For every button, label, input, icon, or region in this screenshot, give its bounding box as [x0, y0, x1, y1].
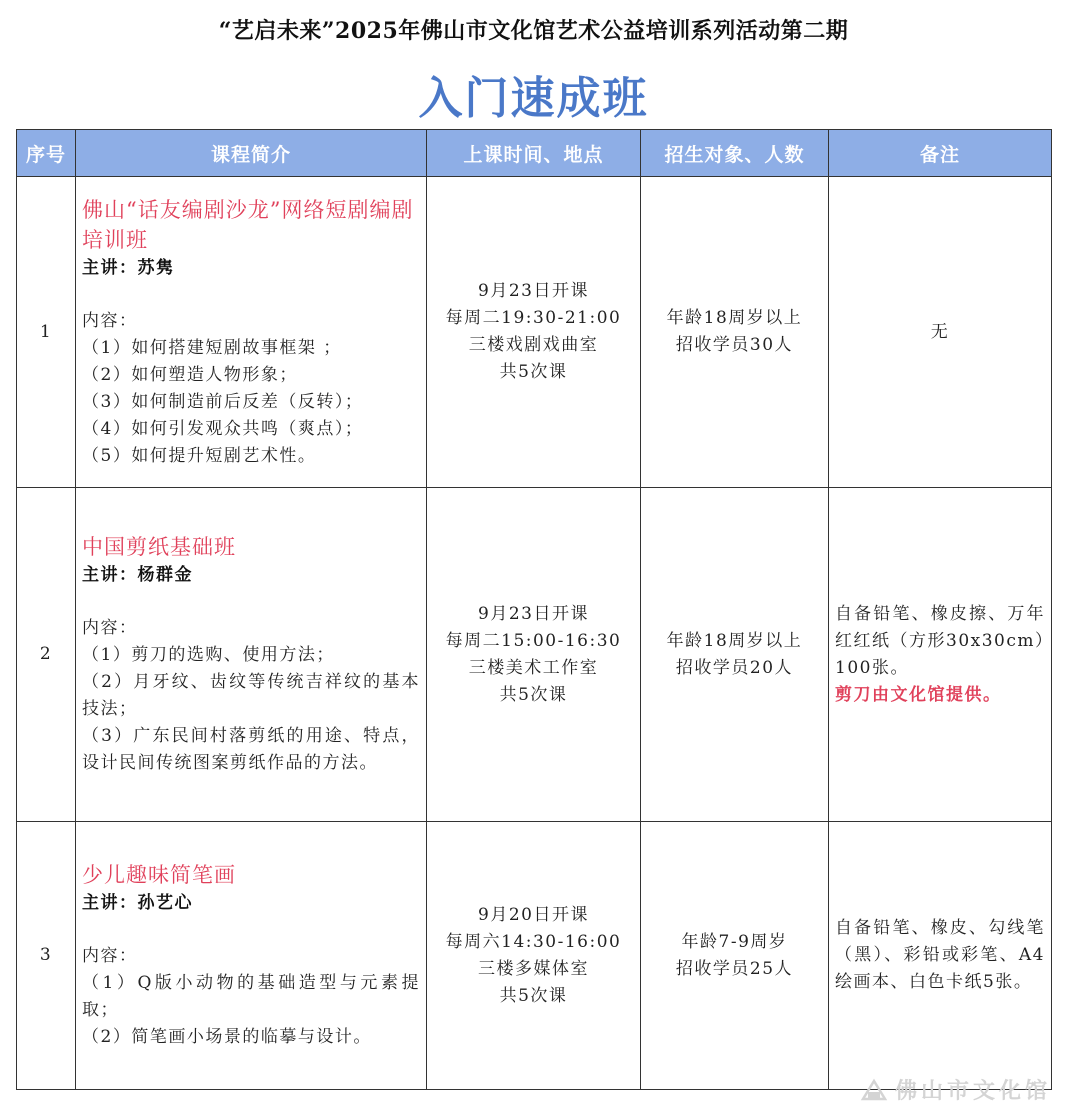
content-line: （1）Q版小动物的基础造型与元素提取；	[82, 973, 420, 1020]
header-num: 序号	[17, 130, 76, 177]
table-row	[17, 488, 1052, 822]
lecturer: 主讲：杨群金	[82, 565, 193, 585]
enrollment-target	[641, 488, 829, 822]
row-number: 1	[17, 177, 76, 488]
content-line: （3）广东民间村落剪纸的用途、特点，设计民间传统图案剪纸作品的方法。	[82, 726, 420, 773]
header-note: 备注	[829, 130, 1052, 177]
content-line: 内容：	[82, 618, 138, 638]
remarks	[829, 822, 1052, 1090]
main-title: 入门速成班	[418, 73, 649, 124]
content-line: （1）如何搭建短剧故事框架 ；	[82, 337, 342, 358]
course-intro	[76, 177, 427, 488]
row-number: 3	[17, 822, 76, 1090]
course-name: 佛山“话友编剧沙龙”网络短剧编剧培训班	[82, 197, 414, 252]
location: 三楼戏剧戏曲室	[468, 335, 599, 355]
remarks	[829, 488, 1052, 822]
watermark	[859, 1074, 1051, 1105]
start-date: 9月20日开课	[478, 904, 589, 925]
lecturer: 主讲：苏隽	[82, 257, 175, 278]
table-row	[17, 822, 1052, 1090]
start-date: 9月23日开课	[478, 281, 589, 301]
age-requirement: 年龄18周岁以上	[666, 630, 803, 651]
header-time: 上课时间、地点	[427, 130, 641, 177]
library-logo-icon	[859, 1075, 889, 1105]
table-header-row	[17, 130, 1052, 177]
session-count: 共5次课	[499, 985, 568, 1006]
content-line: （4）如何引发观众共鸣（爽点）；	[82, 418, 364, 439]
content-line: 内容：	[82, 946, 138, 966]
student-quota: 招收学员30人	[675, 335, 794, 355]
session-count: 共5次课	[499, 362, 568, 382]
lecturer: 主讲：孙艺心	[82, 893, 193, 913]
watermark-text: 佛山市文化馆	[894, 1078, 1051, 1104]
content-line: （3）如何制造前后反差（反转）；	[82, 391, 364, 412]
remarks-text: 无	[930, 321, 950, 342]
content-line: 内容：	[82, 310, 138, 331]
start-date: 9月23日开课	[478, 603, 589, 624]
session-count: 共5次课	[499, 684, 568, 705]
student-quota: 招收学员25人	[675, 958, 794, 979]
age-requirement: 年龄7-9周岁	[681, 931, 788, 952]
table-row	[17, 177, 1052, 488]
course-name: 少儿趣味简笔画	[82, 863, 236, 887]
content-line: （2）月牙纹、齿纹等传统吉祥纹的基本技法；	[82, 672, 420, 719]
remarks	[829, 177, 1052, 488]
remarks-text: 自备铅笔、橡皮、勾线笔（黑）、彩铅或彩笔、A4绘画本、白色卡纸5张。	[835, 918, 1045, 992]
enrollment-target	[641, 177, 829, 488]
header-target: 招生对象、人数	[641, 130, 829, 177]
enrollment-target	[641, 822, 829, 1090]
location: 三楼多媒体室	[478, 958, 589, 979]
header-intro: 课程简介	[76, 130, 427, 177]
course-intro	[76, 822, 427, 1090]
weekly-time: 每周六14:30-16:00	[445, 931, 622, 952]
student-quota: 招收学员20人	[675, 657, 794, 678]
weekly-time: 每周二15:00-16:30	[445, 630, 622, 651]
remarks-highlight: 剪刀由文化馆提供。	[835, 684, 1002, 705]
row-number: 2	[17, 488, 76, 822]
course-table	[16, 129, 1052, 1090]
course-name: 中国剪纸基础班	[82, 535, 236, 559]
class-time-place	[427, 488, 641, 822]
remarks-text: 自备铅笔、橡皮擦、万年红红纸（方形30x30cm）100张。	[835, 603, 1045, 678]
content-line: （1）剪刀的选购、使用方法；	[82, 645, 335, 665]
weekly-time: 每周二19:30-21:00	[445, 308, 622, 328]
age-requirement: 年龄18周岁以上	[666, 308, 803, 328]
content-line: （2）如何塑造人物形象；	[82, 364, 298, 385]
content-line: （2）简笔画小场景的临摹与设计。	[82, 1027, 372, 1047]
course-intro	[76, 488, 427, 822]
class-time-place	[427, 177, 641, 488]
page-title: “艺启未来”2025年佛山市文化馆艺术公益培训系列活动第二期	[218, 18, 849, 44]
content-line: （5）如何提升短剧艺术性。	[82, 445, 317, 466]
location: 三楼美术工作室	[468, 657, 599, 678]
class-time-place	[427, 822, 641, 1090]
